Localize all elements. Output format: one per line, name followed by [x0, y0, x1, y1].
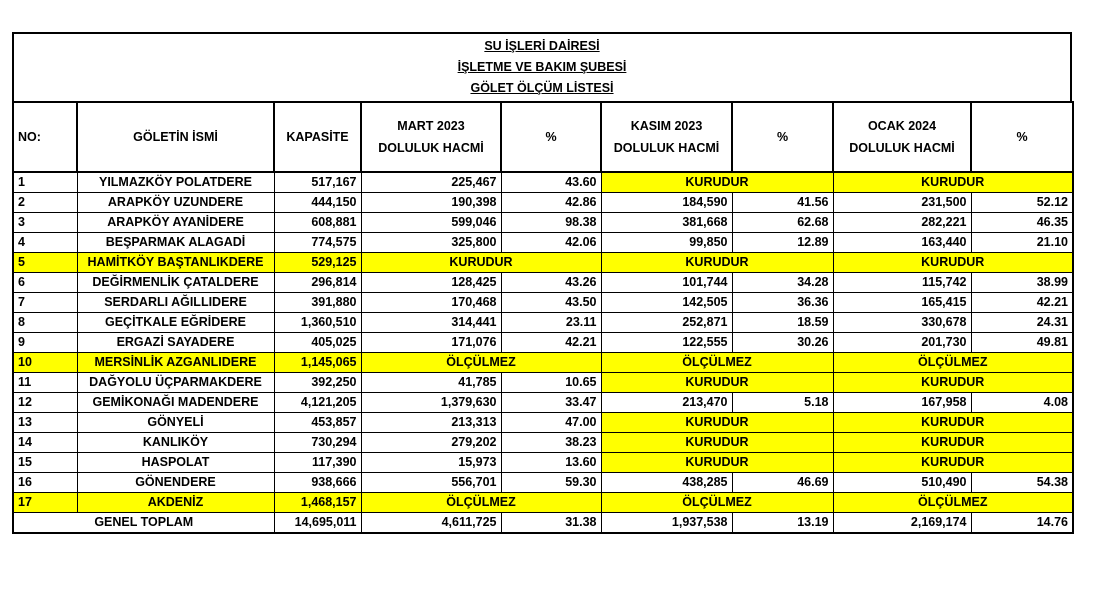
kasim-volume: 184,590: [601, 193, 732, 213]
mart-status: KURUDUR: [361, 253, 601, 273]
row-number: 2: [13, 193, 77, 213]
table-row: [13, 293, 1073, 313]
col-header-ocak-pct: %: [971, 102, 1073, 172]
kasim-percent: 41.56: [732, 193, 833, 213]
mart-percent: 10.65: [501, 373, 601, 393]
table-row: [13, 273, 1073, 293]
kasim-volume: 381,668: [601, 213, 732, 233]
mart-volume: 1,379,630: [361, 393, 501, 413]
mart-volume: 325,800: [361, 233, 501, 253]
col-header-mart: MART 2023 DOLULUK HACMİ: [361, 102, 501, 172]
kasim-volume: 122,555: [601, 333, 732, 353]
pond-name: DAĞYOLU ÜÇPARMAKDERE: [77, 373, 274, 393]
table-row: [13, 433, 1073, 453]
total-label: GENEL TOPLAM: [13, 513, 274, 534]
pond-name: AKDENİZ: [77, 493, 274, 513]
table-body: [13, 172, 1073, 533]
ocak-volume: 330,678: [833, 313, 971, 333]
ocak-volume: 510,490: [833, 473, 971, 493]
row-number: 3: [13, 213, 77, 233]
pond-measurement-table: [12, 101, 1074, 534]
kasim-volume: 99,850: [601, 233, 732, 253]
pond-name: GÖNENDERE: [77, 473, 274, 493]
ocak-volume: 115,742: [833, 273, 971, 293]
kasim-volume: 252,871: [601, 313, 732, 333]
ocak-volume: 231,500: [833, 193, 971, 213]
total-ocak-volume: 2,169,174: [833, 513, 971, 534]
total-mart-volume: 4,611,725: [361, 513, 501, 534]
mart-percent: 42.21: [501, 333, 601, 353]
mart-volume: 314,441: [361, 313, 501, 333]
mart-status: ÖLÇÜLMEZ: [361, 493, 601, 513]
ocak-status: KURUDUR: [833, 433, 1073, 453]
row-number: 14: [13, 433, 77, 453]
pond-name: GEMİKONAĞI MADENDERE: [77, 393, 274, 413]
mart-percent: 33.47: [501, 393, 601, 413]
capacity-value: 730,294: [274, 433, 361, 453]
capacity-value: 1,468,157: [274, 493, 361, 513]
col-header-kasim: KASIM 2023 DOLULUK HACMİ: [601, 102, 732, 172]
kasim-percent: 36.36: [732, 293, 833, 313]
ocak-volume: 167,958: [833, 393, 971, 413]
row-number: 7: [13, 293, 77, 313]
ocak-status: KURUDUR: [833, 453, 1073, 473]
ocak-percent: 54.38: [971, 473, 1073, 493]
capacity-value: 453,857: [274, 413, 361, 433]
mart-percent: 47.00: [501, 413, 601, 433]
mart-volume: 279,202: [361, 433, 501, 453]
kasim-status: KURUDUR: [601, 373, 833, 393]
row-number: 13: [13, 413, 77, 433]
pond-name: BEŞPARMAK ALAGADİ: [77, 233, 274, 253]
kasim-percent: 46.69: [732, 473, 833, 493]
row-number: 12: [13, 393, 77, 413]
ocak-status: ÖLÇÜLMEZ: [833, 353, 1073, 373]
kasim-volume: 438,285: [601, 473, 732, 493]
mart-percent: 42.86: [501, 193, 601, 213]
table-row: [13, 313, 1073, 333]
table-row: [13, 413, 1073, 433]
ocak-percent: 38.99: [971, 273, 1073, 293]
capacity-value: 4,121,205: [274, 393, 361, 413]
pond-name: KANLIKÖY: [77, 433, 274, 453]
pond-name: ARAPKÖY AYANİDERE: [77, 213, 274, 233]
pond-name: GÖNYELİ: [77, 413, 274, 433]
row-number: 10: [13, 353, 77, 373]
mart-percent: 43.60: [501, 172, 601, 193]
table-row: [13, 253, 1073, 273]
total-row: [13, 513, 1073, 534]
mart-volume: 556,701: [361, 473, 501, 493]
list-title: GÖLET ÖLÇÜM LİSTESİ: [470, 81, 614, 95]
ocak-percent: 46.35: [971, 213, 1073, 233]
report-header: [12, 32, 1072, 101]
row-number: 6: [13, 273, 77, 293]
capacity-value: 938,666: [274, 473, 361, 493]
kasim-volume: 142,505: [601, 293, 732, 313]
table-row: [13, 333, 1073, 353]
pond-name: SERDARLI AĞILLIDERE: [77, 293, 274, 313]
mart-volume: 190,398: [361, 193, 501, 213]
capacity-value: 1,145,065: [274, 353, 361, 373]
mart-status: ÖLÇÜLMEZ: [361, 353, 601, 373]
table-row: [13, 193, 1073, 213]
kasim-status: KURUDUR: [601, 453, 833, 473]
col-header-capacity: KAPASİTE: [274, 102, 361, 172]
capacity-value: 517,167: [274, 172, 361, 193]
ocak-status: KURUDUR: [833, 172, 1073, 193]
table-row: [13, 353, 1073, 373]
kasim-percent: 62.68: [732, 213, 833, 233]
total-mart-percent: 31.38: [501, 513, 601, 534]
mart-percent: 42.06: [501, 233, 601, 253]
mart-volume: 225,467: [361, 172, 501, 193]
row-number: 4: [13, 233, 77, 253]
total-kasim-volume: 1,937,538: [601, 513, 732, 534]
kasim-status: KURUDUR: [601, 413, 833, 433]
col-header-ocak: OCAK 2024 DOLULUK HACMİ: [833, 102, 971, 172]
table-row: [13, 172, 1073, 193]
table-row: [13, 453, 1073, 473]
ocak-percent: 21.10: [971, 233, 1073, 253]
ocak-status: KURUDUR: [833, 253, 1073, 273]
table-row: [13, 373, 1073, 393]
mart-volume: 15,973: [361, 453, 501, 473]
row-number: 9: [13, 333, 77, 353]
mart-volume: 170,468: [361, 293, 501, 313]
pond-name: ARAPKÖY UZUNDERE: [77, 193, 274, 213]
kasim-status: KURUDUR: [601, 253, 833, 273]
kasim-volume: 101,744: [601, 273, 732, 293]
mart-percent: 98.38: [501, 213, 601, 233]
department-title: SU İŞLERİ DAİRESİ: [484, 39, 600, 53]
mart-volume: 128,425: [361, 273, 501, 293]
pond-name: GEÇİTKALE EĞRİDERE: [77, 313, 274, 333]
pond-name: DEĞİRMENLİK ÇATALDERE: [77, 273, 274, 293]
ocak-percent: 49.81: [971, 333, 1073, 353]
row-number: 17: [13, 493, 77, 513]
kasim-percent: 5.18: [732, 393, 833, 413]
row-number: 11: [13, 373, 77, 393]
total-ocak-percent: 14.76: [971, 513, 1073, 534]
mart-percent: 59.30: [501, 473, 601, 493]
ocak-percent: 52.12: [971, 193, 1073, 213]
kasim-percent: 18.59: [732, 313, 833, 333]
mart-percent: 43.26: [501, 273, 601, 293]
pond-name: ERGAZİ SAYADERE: [77, 333, 274, 353]
mart-percent: 38.23: [501, 433, 601, 453]
table-row: [13, 493, 1073, 513]
ocak-percent: 42.21: [971, 293, 1073, 313]
capacity-value: 774,575: [274, 233, 361, 253]
pond-name: YILMAZKÖY POLATDERE: [77, 172, 274, 193]
col-header-no: NO:: [13, 102, 77, 172]
mart-percent: 13.60: [501, 453, 601, 473]
pond-name: MERSİNLİK AZGANLIDERE: [77, 353, 274, 373]
row-number: 8: [13, 313, 77, 333]
capacity-value: 529,125: [274, 253, 361, 273]
ocak-volume: 163,440: [833, 233, 971, 253]
table-row: [13, 393, 1073, 413]
col-header-kasim-pct: %: [732, 102, 833, 172]
row-number: 5: [13, 253, 77, 273]
kasim-status: ÖLÇÜLMEZ: [601, 353, 833, 373]
row-number: 15: [13, 453, 77, 473]
kasim-status: KURUDUR: [601, 433, 833, 453]
capacity-value: 405,025: [274, 333, 361, 353]
table-row: [13, 213, 1073, 233]
capacity-value: 391,880: [274, 293, 361, 313]
capacity-value: 608,881: [274, 213, 361, 233]
capacity-value: 1,360,510: [274, 313, 361, 333]
ocak-percent: 4.08: [971, 393, 1073, 413]
capacity-value: 392,250: [274, 373, 361, 393]
ocak-percent: 24.31: [971, 313, 1073, 333]
capacity-value: 117,390: [274, 453, 361, 473]
ocak-status: ÖLÇÜLMEZ: [833, 493, 1073, 513]
mart-volume: 41,785: [361, 373, 501, 393]
total-kasim-percent: 13.19: [732, 513, 833, 534]
row-number: 1: [13, 172, 77, 193]
pond-name: HAMİTKÖY BAŞTANLIKDERE: [77, 253, 274, 273]
table-row: [13, 473, 1073, 493]
pond-name: HASPOLAT: [77, 453, 274, 473]
ocak-status: KURUDUR: [833, 413, 1073, 433]
mart-volume: 171,076: [361, 333, 501, 353]
ocak-status: KURUDUR: [833, 373, 1073, 393]
mart-percent: 23.11: [501, 313, 601, 333]
capacity-value: 296,814: [274, 273, 361, 293]
kasim-status: ÖLÇÜLMEZ: [601, 493, 833, 513]
total-capacity: 14,695,011: [274, 513, 361, 534]
column-header-row: [13, 102, 1073, 172]
ocak-volume: 282,221: [833, 213, 971, 233]
ocak-volume: 165,415: [833, 293, 971, 313]
mart-percent: 43.50: [501, 293, 601, 313]
kasim-percent: 12.89: [732, 233, 833, 253]
kasim-status: KURUDUR: [601, 172, 833, 193]
kasim-volume: 213,470: [601, 393, 732, 413]
kasim-percent: 30.26: [732, 333, 833, 353]
row-number: 16: [13, 473, 77, 493]
mart-volume: 599,046: [361, 213, 501, 233]
branch-title: İŞLETME VE BAKIM ŞUBESİ: [457, 60, 627, 74]
golet-olcum-sheet: [12, 32, 1072, 534]
table-row: [13, 233, 1073, 253]
col-header-mart-pct: %: [501, 102, 601, 172]
mart-volume: 213,313: [361, 413, 501, 433]
col-header-name: GÖLETİN İSMİ: [77, 102, 274, 172]
capacity-value: 444,150: [274, 193, 361, 213]
ocak-volume: 201,730: [833, 333, 971, 353]
kasim-percent: 34.28: [732, 273, 833, 293]
